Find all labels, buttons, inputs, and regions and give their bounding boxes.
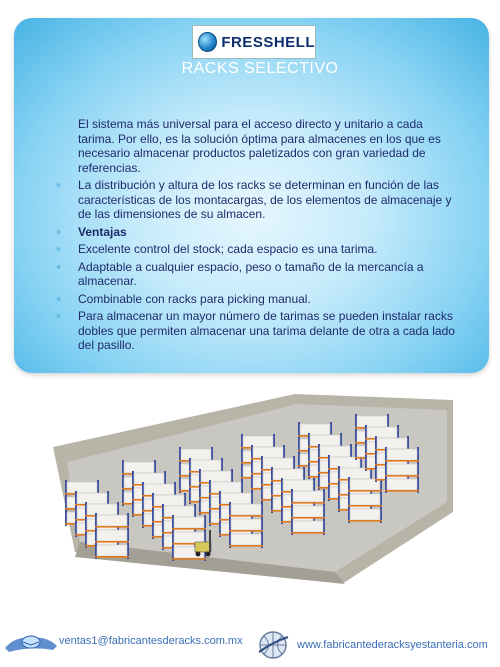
- rack-upright: [65, 480, 67, 526]
- rack-beam: [348, 520, 382, 522]
- rack-upright: [219, 491, 221, 537]
- rack-beam: [172, 528, 206, 530]
- pallet-box: [263, 458, 293, 469]
- rack-beam: [348, 490, 382, 492]
- rack-upright: [251, 445, 253, 491]
- list-item: [56, 242, 456, 257]
- pallet-box: [350, 509, 380, 520]
- globe-icon: [255, 628, 291, 662]
- pallet-box: [387, 479, 417, 490]
- rack-beam: [95, 526, 129, 528]
- pallet-box: [367, 427, 397, 438]
- pallet-box: [377, 438, 407, 449]
- forklift-mast: [209, 530, 211, 552]
- pallet-box: [357, 416, 387, 427]
- pallet-box: [310, 435, 340, 446]
- forklift-wheel: [196, 552, 201, 557]
- list-item: [56, 292, 456, 307]
- rack-beam: [385, 460, 419, 462]
- list-item: [56, 309, 456, 353]
- pallet-box: [320, 446, 350, 457]
- rack-beam: [229, 515, 263, 517]
- list-item: [56, 178, 456, 222]
- bullet-icon: ⁎: [56, 310, 61, 321]
- rack-beam: [95, 556, 129, 558]
- bullet-icon: ⁎: [56, 179, 61, 190]
- list-item-text: Excelente control del stock; cada espacio es una tarima.: [78, 242, 378, 256]
- rack-beam: [291, 517, 325, 519]
- bullet-icon: ⁎: [56, 243, 61, 254]
- pallet-box: [231, 519, 261, 530]
- pallet-box: [350, 494, 380, 505]
- globe-icon: [198, 32, 217, 52]
- pallet-box: [124, 462, 154, 473]
- rack-beam: [172, 558, 206, 560]
- pallet-box: [97, 515, 127, 526]
- pallet-box: [174, 517, 204, 528]
- pallet-box: [387, 464, 417, 475]
- rack-upright: [95, 513, 97, 559]
- footer-website[interactable]: www.fabricantederacksyestanteria.com: [297, 639, 488, 651]
- list-item-text: Combinable con racks para picking manual.: [78, 291, 311, 306]
- rack-upright: [241, 434, 243, 480]
- rack-beam: [385, 475, 419, 477]
- rack-upright: [209, 480, 211, 526]
- pallet-box: [243, 436, 273, 447]
- list-item: [56, 225, 456, 240]
- pallet-box: [211, 482, 241, 493]
- list-item-text: La distribución y altura de los racks se determinan en función de las características de los montacargas, de los elementos de almacenaje y de las dimensiones de su almacen.: [78, 178, 452, 221]
- footer-email-block: [3, 628, 243, 654]
- rack-upright: [85, 502, 87, 548]
- rack-beam: [291, 502, 325, 504]
- bullet-icon: ⁎: [56, 260, 61, 272]
- rack-upright: [229, 502, 231, 548]
- pallet-box: [231, 534, 261, 545]
- page-title: RACKS SELECTIVO: [181, 60, 339, 77]
- pallet-box: [181, 449, 211, 460]
- footer-website-block: [255, 628, 488, 662]
- forklift-wheel: [206, 552, 211, 557]
- pallet-box: [174, 532, 204, 543]
- rack-upright: [132, 471, 134, 517]
- pallet-box: [231, 504, 261, 515]
- pallet-box: [154, 495, 184, 506]
- rack-beam: [229, 545, 263, 547]
- bullet-icon: ⁎: [56, 292, 61, 304]
- rack-beam: [348, 505, 382, 507]
- envelope-icon: [3, 628, 59, 654]
- rack-upright: [127, 513, 129, 559]
- bullet-icon: ⁎: [56, 225, 61, 237]
- list-item-text: Ventajas: [78, 224, 127, 239]
- pallet-box: [293, 521, 323, 532]
- rack-beam: [385, 490, 419, 492]
- rack-upright: [142, 482, 144, 528]
- pallet-box: [293, 506, 323, 517]
- company-logo: [192, 25, 316, 59]
- pallet-box: [293, 491, 323, 502]
- rack-upright: [152, 493, 154, 539]
- feature-list: [56, 117, 456, 356]
- rack-upright: [122, 460, 124, 506]
- rack-upright: [75, 491, 77, 537]
- rack-beam: [291, 532, 325, 534]
- forklift-body: [195, 542, 211, 552]
- pallet-box: [134, 473, 164, 484]
- list-item: [56, 260, 456, 289]
- pallet-box: [87, 504, 117, 515]
- warehouse-rack-illustration: [45, 392, 455, 587]
- pallet-box: [201, 471, 231, 482]
- rack-upright: [162, 504, 164, 550]
- list-item-text: El sistema más universal para el acceso directo y unitario a cada tarima. Por ello, es la solución óptima para almacenes en los que es necesario almacenar productos paletizados con gran variedad de referencias.: [78, 117, 441, 175]
- pallet-box: [97, 530, 127, 541]
- pallet-box: [300, 424, 330, 435]
- pallet-box: [97, 545, 127, 556]
- logo-text: FRESSHELL: [221, 33, 315, 51]
- pallet-box: [164, 506, 194, 517]
- pallet-box: [253, 447, 283, 458]
- rack-upright: [189, 458, 191, 504]
- pallet-box: [283, 480, 313, 491]
- pallet-box: [191, 460, 221, 471]
- rack-upright: [172, 515, 174, 561]
- rack-beam: [229, 530, 263, 532]
- pallet-box: [67, 482, 97, 493]
- pallet-box: [273, 469, 303, 480]
- rack-beam: [95, 541, 129, 543]
- rack-upright: [199, 469, 201, 515]
- footer-email[interactable]: ventas1@fabricantesderacks.com.mx: [59, 635, 243, 647]
- list-item-text: Adaptable a cualquier espacio, peso o tamaño de la mercancía a almacenar.: [78, 259, 424, 288]
- pallet-box: [77, 493, 107, 504]
- pallet-box: [221, 493, 251, 504]
- footer: [0, 628, 500, 663]
- pallet-box: [144, 484, 174, 495]
- pallet-box: [387, 449, 417, 460]
- rack-upright: [179, 447, 181, 493]
- list-item-text: Para almacenar un mayor número de tarimas se pueden instalar racks dobles que permiten almacenar una tarima delante de otra a cada lado del pasillo.: [78, 309, 455, 352]
- list-item: [56, 117, 456, 175]
